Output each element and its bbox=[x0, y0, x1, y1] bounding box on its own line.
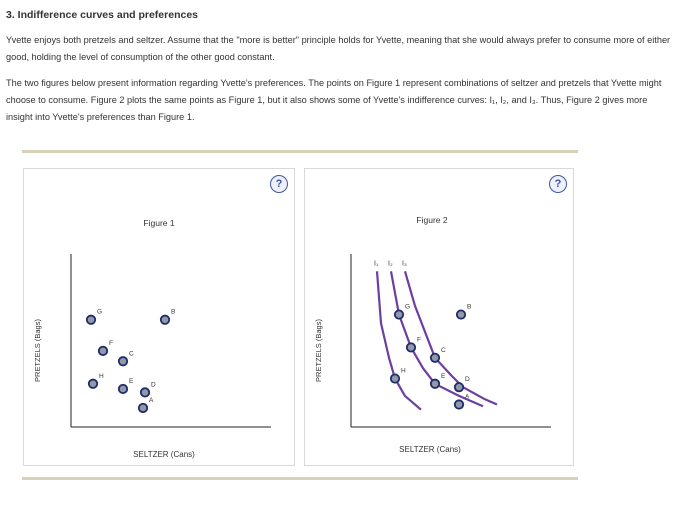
curve-label: I₁ bbox=[374, 260, 379, 268]
data-point bbox=[99, 347, 107, 355]
point-label: G bbox=[97, 308, 103, 316]
point-label: H bbox=[99, 372, 104, 380]
data-point bbox=[119, 385, 127, 393]
data-point bbox=[87, 316, 95, 324]
point-label: D bbox=[151, 381, 156, 389]
data-point bbox=[431, 380, 439, 388]
data-point bbox=[139, 404, 147, 412]
chart-title: Figure 2 bbox=[416, 215, 448, 225]
divider-bottom bbox=[22, 477, 578, 480]
data-point bbox=[407, 343, 415, 351]
point-label: C bbox=[441, 346, 446, 354]
intro-paragraph: Yvette enjoys both pretzels and seltzer. Assume that the "more is better" principle holds for Yvette, meaning that she would always prefer to consume more of either good, holding the level of consumption of the other good constant. bbox=[6, 35, 671, 62]
curve-label: I₃ bbox=[402, 260, 407, 268]
point-label: A bbox=[465, 393, 470, 401]
data-point bbox=[395, 310, 403, 318]
data-point bbox=[391, 374, 399, 382]
figure-1-chart bbox=[24, 169, 294, 465]
figure-2-panel bbox=[304, 168, 574, 466]
figures-description-paragraph: The two figures below present information regarding Yvette's preferences. The points on Figure 1 represent combinations of seltzer and pretzels that Yvette might choose to consume. Figure 2 plots the same points as Figure 1, but it also shows some of Yvette's indifference curves: I₁, I₂, and I₃. Thus, Figure 2 gives more insight into Yvette's preferences than Figure 1. bbox=[6, 78, 662, 122]
data-point bbox=[455, 400, 463, 408]
x-axis-label: SELTZER (Cans) bbox=[399, 445, 461, 454]
indifference-curve bbox=[377, 271, 421, 409]
point-label: A bbox=[149, 396, 154, 404]
figure-2-help-icon[interactable]: ? bbox=[549, 175, 567, 193]
point-label: B bbox=[171, 308, 176, 316]
point-label: E bbox=[129, 377, 134, 385]
divider-top bbox=[22, 150, 578, 153]
y-axis-label: PRETZELS (Bags) bbox=[33, 319, 42, 382]
data-point bbox=[431, 354, 439, 362]
point-label: F bbox=[417, 336, 421, 344]
point-label: G bbox=[405, 303, 411, 311]
figure-1-panel bbox=[23, 168, 295, 466]
chart-title: Figure 1 bbox=[143, 218, 175, 228]
point-label: D bbox=[465, 376, 470, 384]
x-axis-label: SELTZER (Cans) bbox=[133, 450, 195, 459]
point-label: H bbox=[401, 367, 406, 375]
y-axis-label: PRETZELS (Bags) bbox=[314, 319, 323, 382]
data-point bbox=[457, 310, 465, 318]
curve-label: I₂ bbox=[388, 260, 393, 268]
data-point bbox=[119, 357, 127, 365]
question-title: 3. Indifference curves and preferences bbox=[6, 9, 198, 21]
data-point bbox=[161, 316, 169, 324]
figure-2-chart bbox=[305, 169, 573, 465]
data-point bbox=[89, 380, 97, 388]
point-label: E bbox=[441, 372, 446, 380]
data-point bbox=[455, 383, 463, 391]
point-label: B bbox=[467, 303, 472, 311]
point-label: C bbox=[129, 350, 134, 358]
figure-1-help-icon[interactable]: ? bbox=[270, 175, 288, 193]
point-label: F bbox=[109, 339, 113, 347]
data-point bbox=[141, 388, 149, 396]
